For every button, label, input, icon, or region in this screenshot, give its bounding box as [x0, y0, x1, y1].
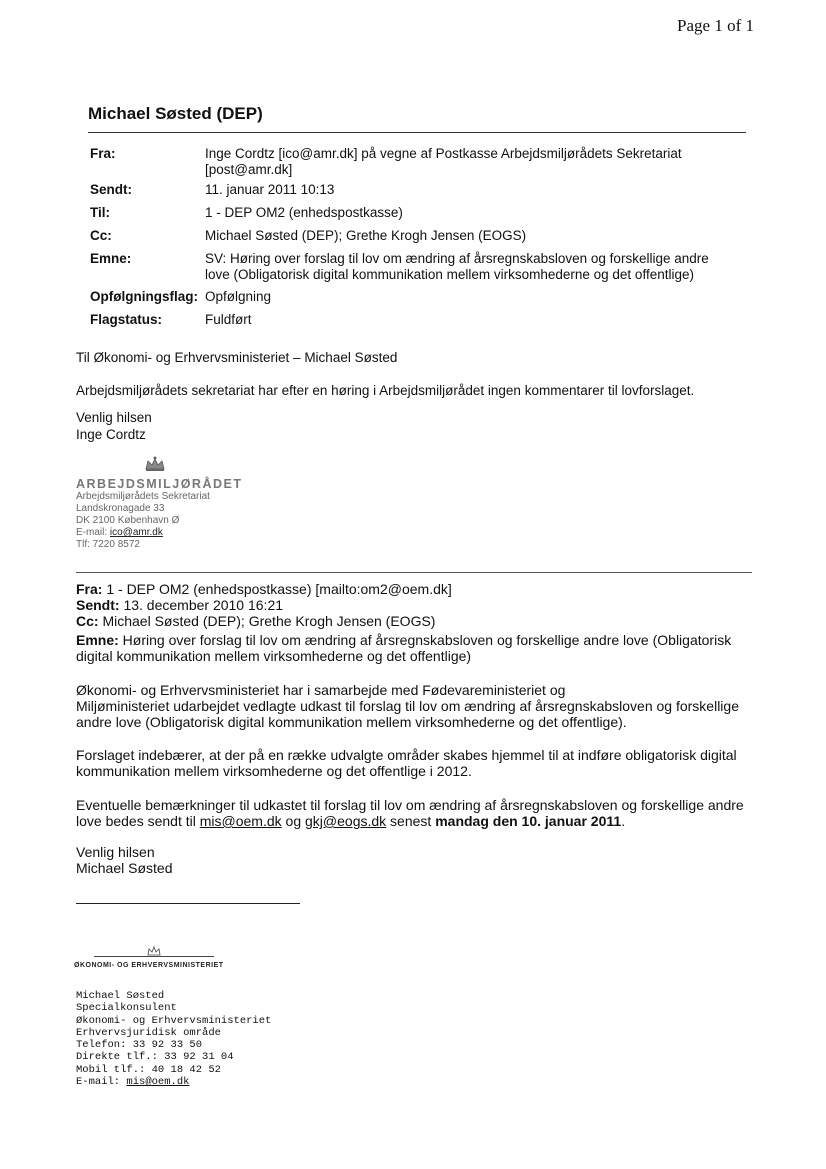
crown-icon: [146, 944, 162, 962]
fw-sender-name: Michael Søsted: [76, 860, 173, 876]
fw-fra-line: [76, 581, 766, 597]
fw-cc-line: [76, 613, 766, 629]
fra-value-line2: [post@amr.dk]: [205, 162, 293, 177]
emne-value: [205, 251, 745, 283]
fra-value-line1: Inge Cordtz [ico@amr.dk] på vegne af Postkasse Arbejdsmiljørådets Sekretariat: [205, 146, 682, 161]
emne-label: Emne:: [90, 251, 132, 266]
cc-value: Michael Søsted (DEP); Grethe Krogh Jensen (EOGS): [205, 228, 527, 243]
fw-cc-value: Michael Søsted (DEP); Grethe Krogh Jensen (EOGS): [98, 613, 436, 629]
fw-p3-text-b: og: [281, 813, 306, 829]
fw-p3-line2: [76, 813, 766, 829]
reply-greeting: Venlig hilsen: [76, 410, 152, 425]
oem-brand: ØKONOMI- OG ERHVERVSMINISTERIET: [74, 962, 224, 969]
amr-email-line: [76, 527, 266, 539]
fw-p3-end: .: [621, 813, 626, 829]
fw-p2-line2: kommunikation mellem virksomhederne og det offentlige i 2012.: [76, 763, 472, 779]
fw-emne-line2: digital kommunikation mellem virksomhederne og det offentlige): [76, 648, 472, 664]
fw-p2-line1: Forslaget indebærer, at der på en række udvalgte områder skabes hjemmel til at indføre obligatorisk digital: [76, 747, 737, 763]
fw-sendt-line: [76, 597, 766, 613]
amr-city: DK 2100 København Ø: [76, 515, 180, 526]
page-number: Page 1 of 1: [677, 16, 754, 35]
fra-label: Fra:: [90, 146, 116, 161]
signature-rule: [76, 903, 300, 904]
fw-p3-line1: Eventuelle bemærkninger til udkastet til forslag til lov om ændring af årsregnskabsloven og forskellige andre: [76, 797, 744, 813]
flagstatus-label: Flagstatus:: [90, 312, 163, 327]
fw-fra-value: 1 - DEP OM2 (enhedspostkasse) [mailto:om2@oem.dk]: [102, 581, 452, 597]
mailbox-owner-title: Michael Søsted (DEP): [88, 104, 263, 123]
oem-logo: [74, 944, 274, 969]
til-value: 1 - DEP OM2 (enhedspostkasse): [205, 205, 403, 220]
flag-value: Opfølgning: [205, 289, 272, 304]
emne-value-line2: love (Obligatorisk digital kommunikation mellem virksomhederne og det offentlige): [205, 267, 694, 282]
fw-p1-line2: Miljøministeriet udarbejdet vedlagte udkast til forslag til lov om ændring af årsregnskabsloven og forskellige: [76, 698, 739, 714]
fw-p1-line3: andre love (Obligatorisk digital kommunikation mellem virksomhederne og det offentlige).: [76, 714, 627, 730]
gkj-email-link[interactable]: gkj@eogs.dk: [305, 813, 387, 829]
fw-cc-label: Cc:: [76, 613, 99, 629]
oem-emblem: [74, 944, 274, 962]
fw-emne-line: [76, 632, 766, 648]
fw-sendt-label: Sendt:: [76, 597, 120, 613]
fw-p3-text-c: senest: [386, 813, 436, 829]
oem-mobil: Mobil tlf.: 40 18 42 52: [76, 1063, 221, 1076]
oem-name: Michael Søsted: [76, 990, 165, 1002]
header-divider: [88, 132, 746, 133]
oem-email-line: [76, 1076, 271, 1088]
amr-brand: ARBEJDSMILJØRÅDET: [76, 477, 243, 491]
oem-role: Specialkonsulent: [76, 1002, 177, 1015]
crown-icon: [144, 456, 266, 477]
mis-email-link[interactable]: mis@oem.dk: [199, 813, 282, 829]
reply-body: Arbejdsmiljørådets sekretariat har efter en høring i Arbejdsmiljørådet ingen kommentarer til lovforslaget.: [76, 383, 695, 398]
fw-p3-text-a: love bedes sendt til: [76, 813, 200, 829]
amr-signature-block: [76, 456, 266, 551]
fra-value: [205, 146, 745, 178]
til-label: Til:: [90, 205, 110, 220]
flagstatus-value: Fuldført: [205, 312, 252, 327]
oem-direkte: Direkte tlf.: 33 92 31 04: [76, 1051, 234, 1064]
forward-divider: [76, 572, 752, 573]
amr-phone: Tlf: 7220 8572: [76, 539, 140, 550]
fw-deadline: mandag den 10. januar 2011: [435, 813, 622, 829]
sendt-label: Sendt:: [90, 182, 132, 197]
emne-value-line1: SV: Høring over forslag til lov om ændring af årsregnskabsloven og forskellige andre: [205, 251, 709, 266]
sendt-value: 11. januar 2011 10:13: [205, 182, 335, 197]
fw-p1-line1: Økonomi- og Erhvervsministeriet har i samarbejde med Fødevareministeriet og: [76, 682, 566, 698]
flag-label: Opfølgningsflag:: [90, 289, 198, 304]
fw-fra-label: Fra:: [76, 581, 103, 597]
oem-org: Økonomi- og Erhvervsministeriet: [76, 1014, 272, 1027]
oem-email-label: E-mail:: [76, 1076, 127, 1089]
fw-sendt-value: 13. december 2010 16:21: [119, 597, 284, 613]
amr-email-link[interactable]: ico@amr.dk: [109, 527, 163, 538]
fw-emne-value-1: Høring over forslag til lov om ændring af årsregnskabsloven og forskellige andre love (Obligatorisk: [118, 632, 732, 648]
oem-signature-block: [76, 990, 271, 1088]
amr-street: Landskronagade 33: [76, 503, 165, 514]
fw-emne-label: Emne:: [76, 632, 119, 648]
oem-email-link[interactable]: mis@oem.dk: [126, 1076, 190, 1089]
oem-telefon: Telefon: 33 92 33 50: [76, 1039, 203, 1052]
reply-sender-name: Inge Cordtz: [76, 427, 146, 442]
amr-email-label: E-mail:: [76, 527, 110, 538]
reply-salutation: Til Økonomi- og Erhvervsministeriet – Michael Søsted: [76, 350, 398, 365]
oem-dept: Erhvervsjuridisk område: [76, 1026, 221, 1039]
fw-greeting: Venlig hilsen: [76, 844, 155, 860]
cc-label: Cc:: [90, 228, 112, 243]
amr-secretariat: Arbejdsmiljørådets Sekretariat: [76, 491, 210, 502]
